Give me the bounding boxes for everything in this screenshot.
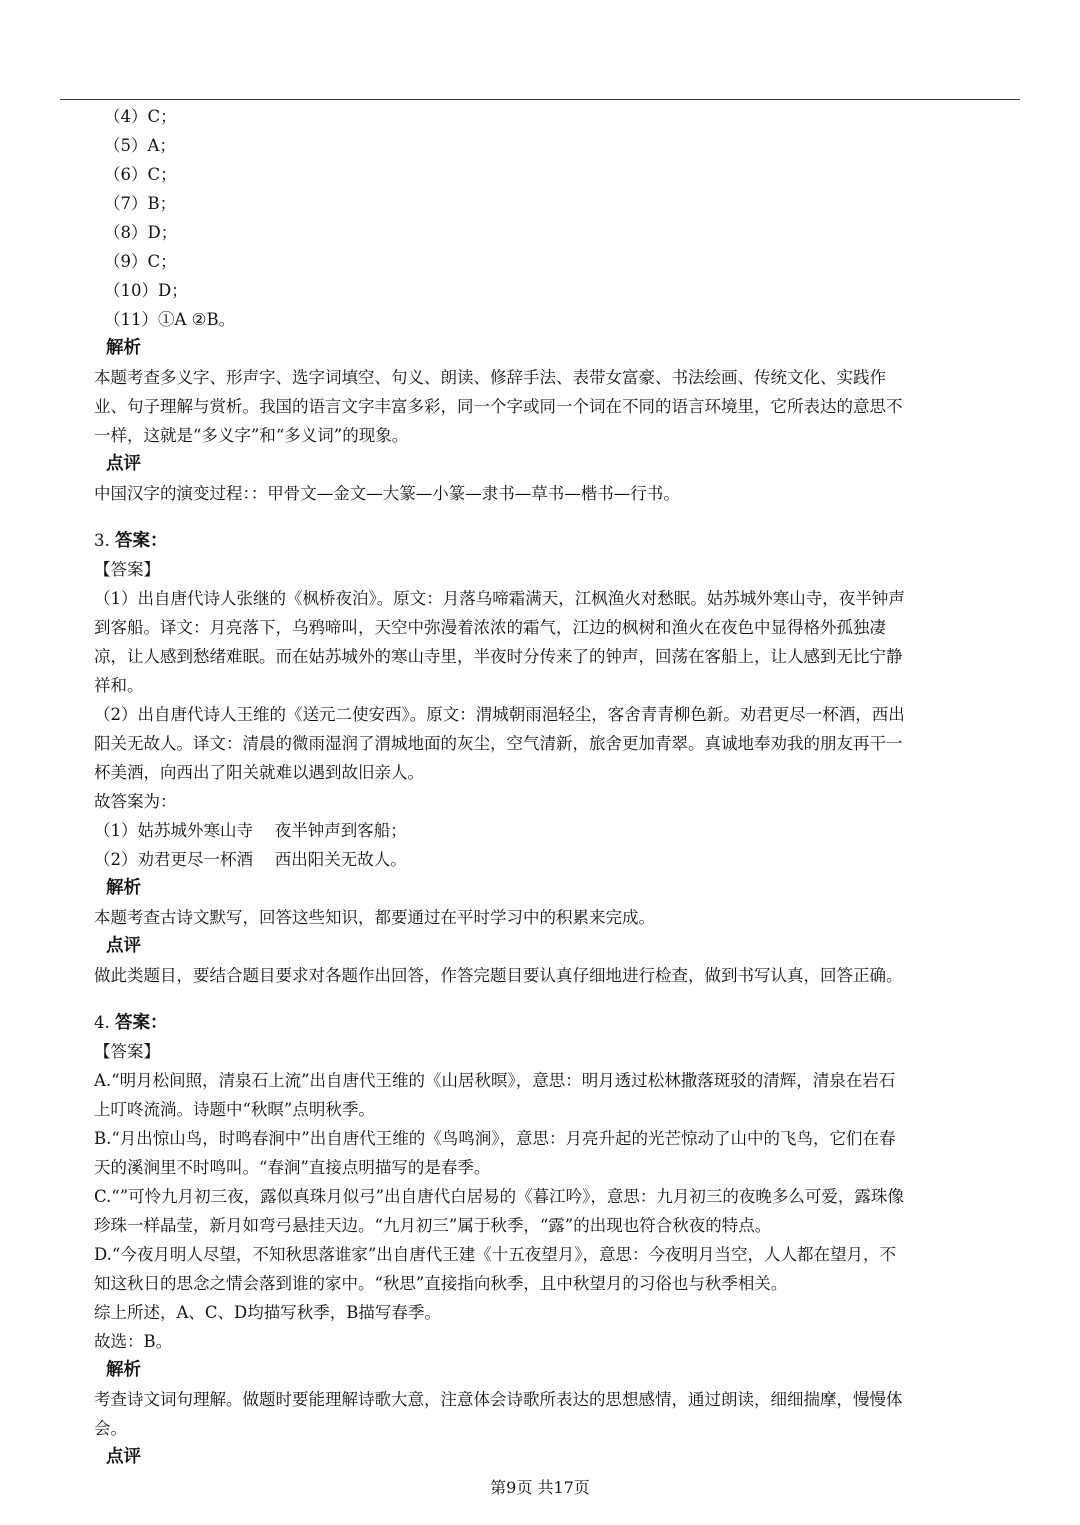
paragraph-line: （1）姑苏城外寒山寺 夜半钟声到客船； [94, 821, 407, 840]
analysis-heading: 解析 [106, 1360, 141, 1380]
paragraph-line: 祥和。 [94, 676, 144, 695]
comment-heading: 点评 [106, 1447, 141, 1467]
question-4-heading [94, 1008, 1042, 1037]
answer-line: （6）C； [104, 165, 177, 184]
paragraph-line: 中国汉字的演变过程：：甲骨文—金文—大篆—小篆—隶书—草书—楷书—行书。 [94, 484, 680, 503]
question-3-section [94, 526, 1042, 990]
answer-line: （7）B； [104, 194, 177, 213]
page-content [94, 102, 1042, 1472]
question-title: 答案： [115, 531, 168, 551]
paragraph-line: 珍珠一样晶莹，新月如弯弓悬挂天边。“九月初三”属于秋季，“露”的出现也符合秋夜的特点。 [94, 1216, 772, 1235]
answer-line: （4）C； [104, 107, 177, 126]
paragraph-line: 凉，让人感到愁绪难眠。而在姑苏城外的寒山寺里，半夜时分传来了的钟声，回荡在客船上，让人感到无比宁静 [94, 647, 903, 666]
analysis-heading: 解析 [106, 338, 141, 358]
paragraph-line: （2）劝君更尽一杯酒 西出阳关无故人。 [94, 850, 407, 869]
paragraph-line: 故选：B。 [94, 1332, 173, 1351]
paragraph-line: 本题考查古诗文默写，回答这些知识，都要通过在平时学习中的积累来完成。 [94, 908, 655, 927]
paragraph-line: 一样，这就是“多义字”和“多义词”的现象。 [94, 426, 409, 445]
paragraph-line: 知这秋日的思念之情会落到谁的家中。“秋思”直接指向秋季，且中秋望月的习俗也与秋季相关。 [94, 1274, 788, 1293]
comment-heading: 点评 [106, 936, 141, 956]
paragraph-line: B.“月出惊山鸟，时鸣春涧中”出自唐代王维的《鸟鸣涧》，意思：月亮升起的光芒惊动了山中的飞鸟，它们在春 [94, 1129, 896, 1148]
answer-line: （10）D； [104, 281, 188, 300]
analysis-heading: 解析 [106, 878, 141, 898]
question-title: 答案： [115, 1013, 168, 1033]
paragraph-line: 到客船。译文：月亮落下，乌鸦啼叫，天空中弥漫着浓浓的霜气，江边的枫树和渔火在夜色中显得格外孤独凄 [94, 618, 886, 637]
comment-heading: 点评 [106, 454, 141, 474]
answer-bracket-label: 【答案】 [94, 1042, 160, 1061]
question-3-heading [94, 526, 1042, 555]
paragraph-line: 业、句子理解与赏析。我国的语言文字丰富多彩，同一个字或同一个词在不同的语言环境里，它所表达的意思不 [94, 397, 903, 416]
paragraph-line: 杯美酒，向西出了阳关就难以遇到故旧亲人。 [94, 763, 424, 782]
question-4-section [94, 1008, 1042, 1472]
page-number-footer: 第9页 共17页 [490, 1478, 590, 1497]
paragraph-line: （1）出自唐代诗人张继的《枫桥夜泊》。原文：月落乌啼霜满天，江枫渔火对愁眠。姑苏城外寒山寺，夜半钟声 [94, 589, 905, 608]
paragraph-line: 会。 [94, 1419, 127, 1438]
answer-line: （5）A； [104, 136, 176, 155]
paragraph-line: 综上所述，A、C、D均描写秋季，B描写春季。 [94, 1303, 441, 1322]
header-rule [60, 99, 1020, 100]
paragraph-line: 上叮咚流淌。诗题中“秋暝”点明秋季。 [94, 1100, 375, 1119]
paragraph-line: 考查诗文词句理解。做题时要能理解诗歌大意，注意体会诗歌所表达的思想感情，通过朗读，细细揣摩，慢慢体 [94, 1390, 903, 1409]
paragraph-line: 本题考查多义字、形声字、选字词填空、句义、朗读、修辞手法、表带女富豪、书法绘画、传统文化、实践作 [94, 368, 886, 387]
paragraph-line: 故答案为： [94, 792, 177, 811]
intro-answers [94, 102, 1042, 334]
answer-line: （11）①A ②B。 [104, 310, 236, 329]
paragraph-line: 做此类题目，要结合题目要求对各题作出回答，作答完题目要认真仔细地进行检查，做到书写认真，回答正确。 [94, 966, 903, 985]
paragraph-line: C.“”可怜九月初三夜，露似真珠月似弓”出自唐代白居易的《暮江吟》，意思：九月初三的夜晚多么可爱，露珠像 [94, 1187, 904, 1206]
paragraph-line: D.“今夜月明人尽望，不知秋思落谁家”出自唐代王建《十五夜望月》，意思：今夜明月当空，人人都在望月，不 [94, 1245, 897, 1264]
answer-bracket-label: 【答案】 [94, 560, 160, 579]
paragraph-line: A.“明月松间照，清泉石上流”出自唐代王维的《山居秋暝》，意思：明月透过松林撒落斑驳的清辉，清泉在岩石 [94, 1071, 896, 1090]
paragraph-line: （2）出自唐代诗人王维的《送元二使安西》。原文：渭城朝雨浥轻尘，客舍青青柳色新。劝君更尽一杯酒，西出 [94, 705, 905, 724]
question-number: 4. [94, 1013, 110, 1032]
question-number: 3. [94, 531, 110, 550]
answer-line: （8）D； [104, 223, 178, 242]
paragraph-line: 天的溪涧里不时鸣叫。“春涧”直接点明描写的是春季。 [94, 1158, 491, 1177]
paragraph-line: 阳关无故人。译文：清晨的微雨湿润了渭城地面的灰尘，空气清新，旅舍更加青翠。真诚地奉劝我的朋友再干一 [94, 734, 903, 753]
answer-line: （9）C； [104, 252, 177, 271]
